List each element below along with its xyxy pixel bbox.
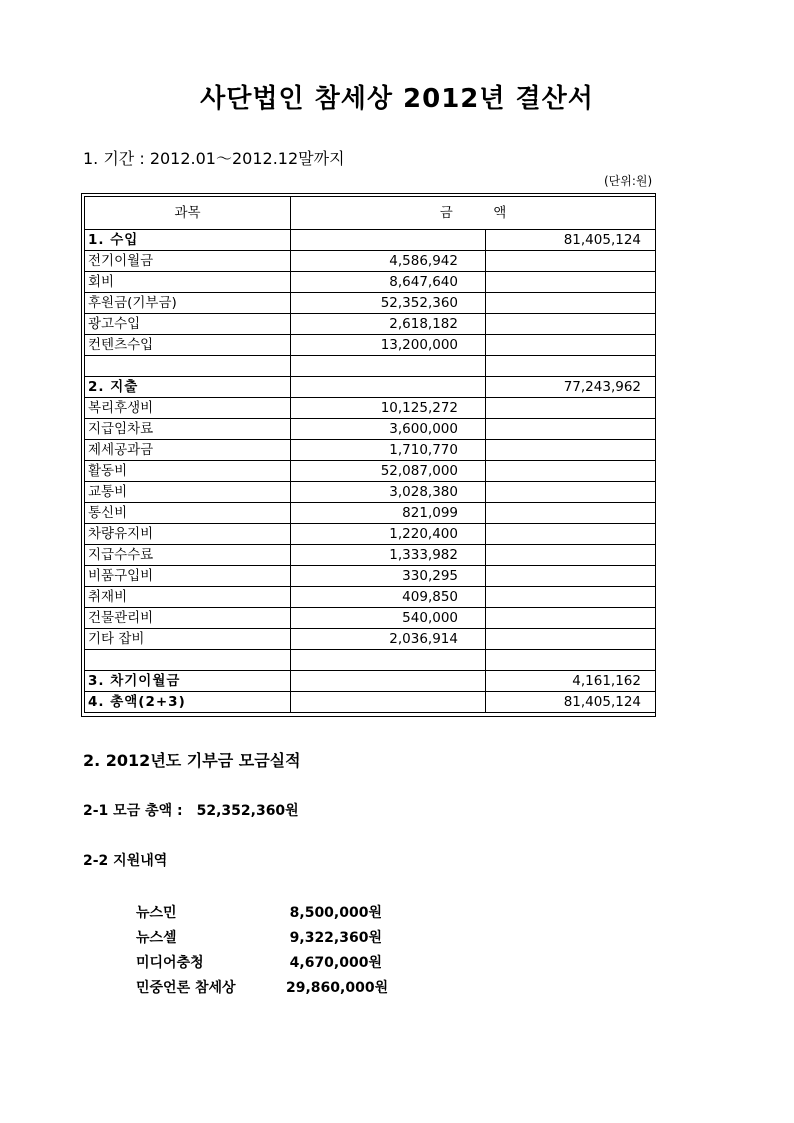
account-cell: 활동비 bbox=[85, 461, 291, 482]
support-list bbox=[136, 901, 389, 1001]
account-cell: 비품구입비 bbox=[85, 566, 291, 587]
table-row bbox=[85, 524, 656, 545]
total-amount-cell bbox=[486, 650, 656, 671]
account-cell: 차량유지비 bbox=[85, 524, 291, 545]
detail-amount-cell: 10,125,272 bbox=[291, 398, 486, 419]
account-cell bbox=[85, 356, 291, 377]
total-amount-cell bbox=[486, 461, 656, 482]
total-amount-cell bbox=[486, 272, 656, 293]
total-amount-cell bbox=[486, 566, 656, 587]
detail-amount-cell bbox=[291, 650, 486, 671]
table-row bbox=[85, 566, 656, 587]
account-cell: 교통비 bbox=[85, 482, 291, 503]
document-title: 사단법인 참세상 2012년 결산서 bbox=[200, 84, 594, 114]
account-cell: 4. 총액(2+3) bbox=[85, 692, 291, 713]
table-row bbox=[85, 293, 656, 314]
table-row bbox=[85, 440, 656, 461]
header-amount: 금 액 bbox=[291, 197, 656, 230]
account-cell: 제세공과금 bbox=[85, 440, 291, 461]
detail-amount-cell: 4,586,942 bbox=[291, 251, 486, 272]
total-amount-cell bbox=[486, 608, 656, 629]
account-cell: 컨텐츠수입 bbox=[85, 335, 291, 356]
support-heading: 2-2 지원내역 bbox=[83, 853, 168, 869]
total-amount-cell: 4,161,162 bbox=[486, 671, 656, 692]
detail-amount-cell bbox=[291, 692, 486, 713]
detail-amount-cell: 1,220,400 bbox=[291, 524, 486, 545]
total-amount-cell bbox=[486, 524, 656, 545]
detail-amount-cell: 821,099 bbox=[291, 503, 486, 524]
total-amount-cell bbox=[486, 398, 656, 419]
detail-amount-cell: 3,028,380 bbox=[291, 482, 486, 503]
total-amount-cell bbox=[486, 503, 656, 524]
table-row bbox=[85, 419, 656, 440]
table-row bbox=[85, 356, 656, 377]
total-amount-cell bbox=[486, 419, 656, 440]
table-row bbox=[85, 587, 656, 608]
support-amount: 29,860,000원 bbox=[286, 980, 389, 996]
support-name: 미디어충청 bbox=[136, 955, 204, 971]
donation-total: 2-1 모금 총액 : 52,352,360원 bbox=[83, 803, 299, 819]
table-row bbox=[85, 335, 656, 356]
support-name: 민중언론 참세상 bbox=[136, 980, 236, 996]
table-row bbox=[85, 272, 656, 293]
total-amount-cell bbox=[486, 482, 656, 503]
support-item bbox=[136, 901, 382, 926]
detail-amount-cell: 3,600,000 bbox=[291, 419, 486, 440]
account-cell: 1. 수입 bbox=[85, 230, 291, 251]
table-row bbox=[85, 650, 656, 671]
support-amount: 9,322,360원 bbox=[289, 930, 382, 946]
account-cell: 회비 bbox=[85, 272, 291, 293]
total-amount-cell: 77,243,962 bbox=[486, 377, 656, 398]
header-account: 과목 bbox=[85, 197, 291, 230]
detail-amount-cell: 8,647,640 bbox=[291, 272, 486, 293]
detail-amount-cell bbox=[291, 377, 486, 398]
total-amount-cell: 81,405,124 bbox=[486, 230, 656, 251]
detail-amount-cell bbox=[291, 230, 486, 251]
support-name: 뉴스민 bbox=[136, 905, 177, 921]
table-row bbox=[85, 482, 656, 503]
detail-amount-cell: 540,000 bbox=[291, 608, 486, 629]
support-amount: 4,670,000원 bbox=[289, 955, 382, 971]
support-amount: 8,500,000원 bbox=[289, 905, 382, 921]
account-cell: 복리후생비 bbox=[85, 398, 291, 419]
total-amount-cell: 81,405,124 bbox=[486, 692, 656, 713]
period-heading: 1. 기간 : 2012.01～2012.12말까지 bbox=[83, 149, 345, 168]
table-row bbox=[85, 251, 656, 272]
table-row bbox=[85, 314, 656, 335]
detail-amount-cell: 13,200,000 bbox=[291, 335, 486, 356]
table-row bbox=[85, 545, 656, 566]
account-cell: 지급수수료 bbox=[85, 545, 291, 566]
account-cell: 지급임차료 bbox=[85, 419, 291, 440]
account-cell: 통신비 bbox=[85, 503, 291, 524]
total-amount-cell bbox=[486, 251, 656, 272]
table-row bbox=[85, 398, 656, 419]
support-item bbox=[136, 951, 382, 976]
account-cell: 기타 잡비 bbox=[85, 629, 291, 650]
total-amount-cell bbox=[486, 629, 656, 650]
table-row bbox=[85, 692, 656, 713]
table-row bbox=[85, 230, 656, 251]
detail-amount-cell: 1,710,770 bbox=[291, 440, 486, 461]
total-amount-cell bbox=[486, 335, 656, 356]
detail-amount-cell: 52,087,000 bbox=[291, 461, 486, 482]
table-header-row bbox=[85, 197, 656, 230]
account-cell bbox=[85, 650, 291, 671]
detail-amount-cell: 409,850 bbox=[291, 587, 486, 608]
total-amount-cell bbox=[486, 314, 656, 335]
detail-amount-cell: 2,036,914 bbox=[291, 629, 486, 650]
detail-amount-cell bbox=[291, 356, 486, 377]
table-row bbox=[85, 671, 656, 692]
account-cell: 광고수입 bbox=[85, 314, 291, 335]
account-cell: 후원금(기부금) bbox=[85, 293, 291, 314]
support-item bbox=[136, 976, 389, 1001]
support-item bbox=[136, 926, 382, 951]
account-cell: 전기이월금 bbox=[85, 251, 291, 272]
section2-heading: 2. 2012년도 기부금 모금실적 bbox=[83, 751, 301, 770]
total-amount-cell bbox=[486, 293, 656, 314]
account-cell: 취재비 bbox=[85, 587, 291, 608]
detail-amount-cell bbox=[291, 671, 486, 692]
table-row bbox=[85, 608, 656, 629]
unit-note: (단위:원) bbox=[604, 174, 653, 188]
total-amount-cell bbox=[486, 440, 656, 461]
account-cell: 3. 차기이월금 bbox=[85, 671, 291, 692]
account-cell: 건물관리비 bbox=[85, 608, 291, 629]
account-cell: 2. 지출 bbox=[85, 377, 291, 398]
table-row bbox=[85, 461, 656, 482]
table-row bbox=[85, 629, 656, 650]
detail-amount-cell: 2,618,182 bbox=[291, 314, 486, 335]
support-name: 뉴스셀 bbox=[136, 930, 177, 946]
ledger-table bbox=[84, 196, 656, 713]
total-amount-cell bbox=[486, 356, 656, 377]
detail-amount-cell: 1,333,982 bbox=[291, 545, 486, 566]
total-amount-cell bbox=[486, 587, 656, 608]
detail-amount-cell: 52,352,360 bbox=[291, 293, 486, 314]
detail-amount-cell: 330,295 bbox=[291, 566, 486, 587]
total-amount-cell bbox=[486, 545, 656, 566]
table-row bbox=[85, 503, 656, 524]
table-row bbox=[85, 377, 656, 398]
